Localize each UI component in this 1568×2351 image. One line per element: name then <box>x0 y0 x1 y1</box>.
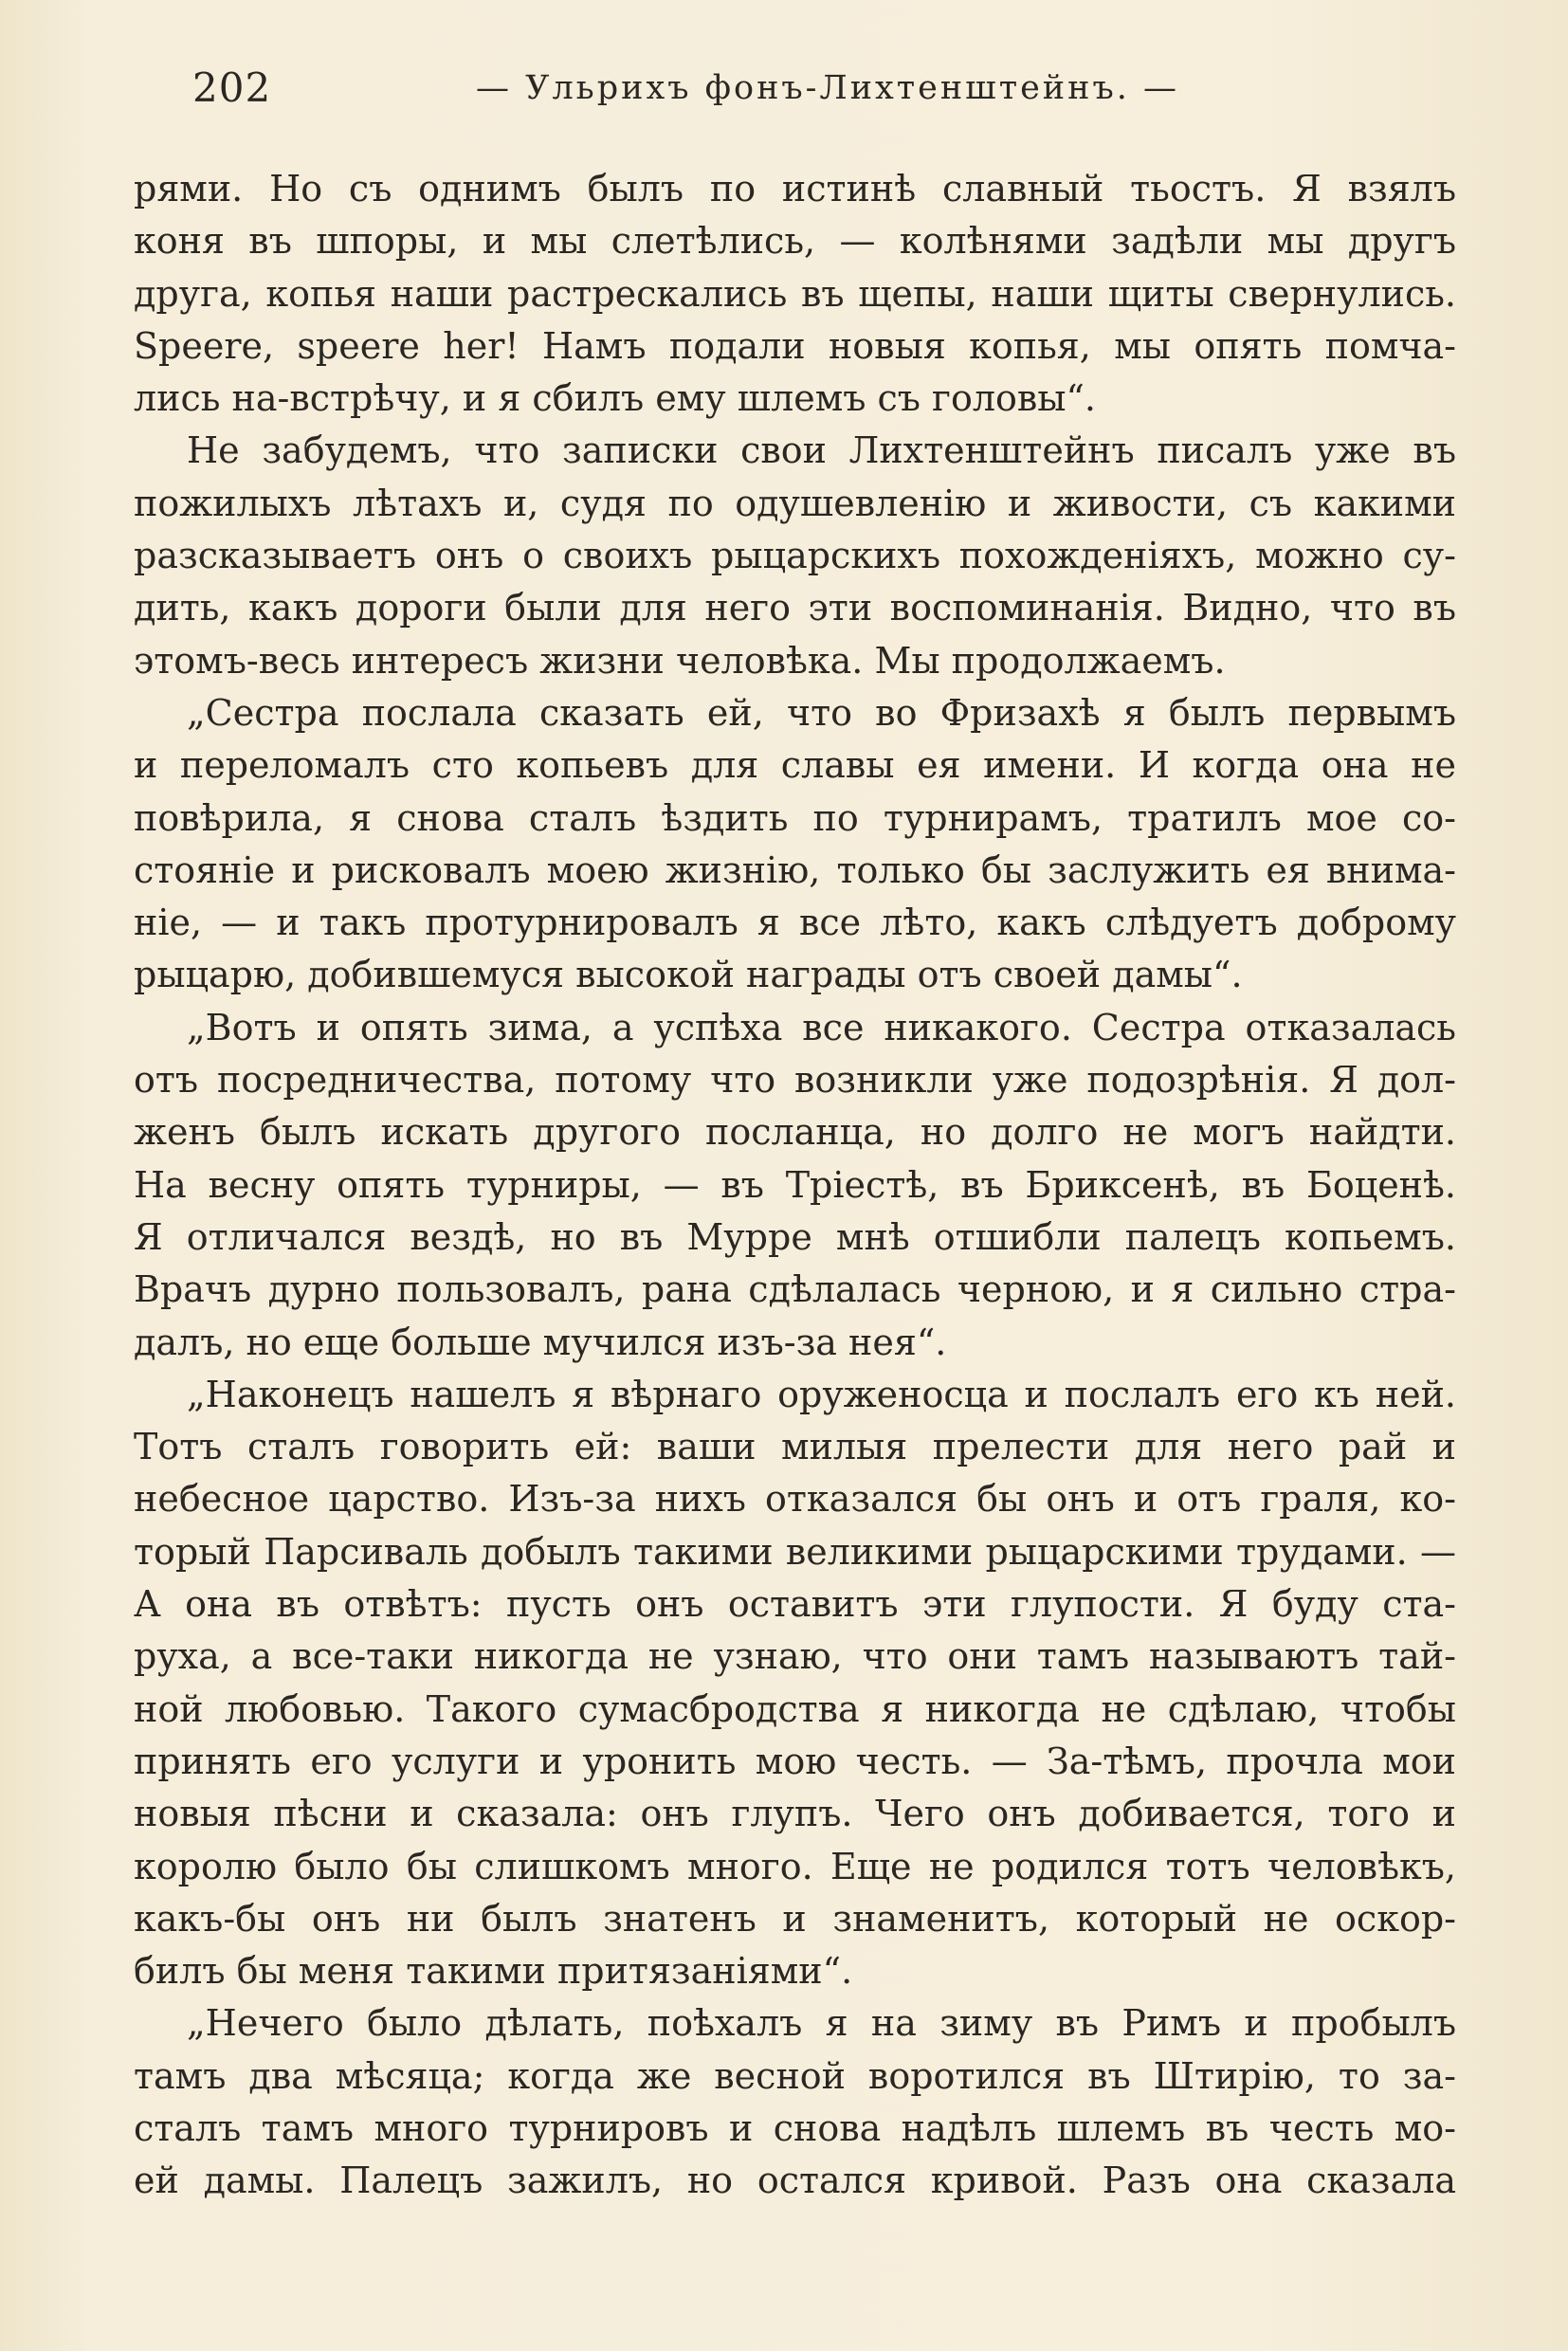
text-line: тамъ два мѣсяца; когда же весной воротился въ Штирію, то за- <box>134 2054 1456 2097</box>
text-line: повѣрила, я снова сталъ ѣздить по турнирамъ, тратилъ мое со- <box>134 796 1456 839</box>
text-line: стояніе и рисковалъ моею жизнію, только бы заслужить ея внима- <box>134 848 1456 891</box>
text-line: какъ-бы онъ ни былъ знатенъ и знаменитъ, который не оскор- <box>134 1897 1456 1940</box>
running-head: — Ульрихъ фонъ-Лихтенштейнъ. — <box>476 69 1179 107</box>
text-line: женъ былъ искать другого посланца, но долго не могъ найдти. <box>134 1111 1456 1154</box>
text-line: „Нечего было дѣлать, поѣхалъ я на зиму въ Римъ и пробылъ <box>187 2002 1456 2045</box>
text-line: А она въ отвѣтъ: пусть онъ оставитъ эти глупости. Я буду ста- <box>134 1583 1456 1626</box>
text-line: пожилыхъ лѣтахъ и, судя по одушевленію и живости, съ какими <box>134 482 1456 524</box>
text-line: Speere, speere her! Намъ подали новыя копья, мы опять помча- <box>134 324 1456 367</box>
text-line: дить, какъ дороги были для него эти воспоминанія. Видно, что въ <box>134 587 1456 629</box>
page-header <box>192 55 1463 121</box>
text-line: ей дамы. Палецъ зажилъ, но остался кривой. Разъ она сказала <box>134 2160 1456 2202</box>
text-line: „Вотъ и опять зима, а успѣха все никакого. Сестра отказалась <box>187 1006 1456 1048</box>
text-line: Тотъ сталъ говорить ей: ваши милыя прелести для него рай и <box>134 1426 1456 1468</box>
text-line: Я отличался вездѣ, но въ Мурре мнѣ отшибли палецъ копьемъ. <box>134 1215 1456 1258</box>
text-line: разсказываетъ онъ о своихъ рыцарскихъ похожденіяхъ, можно су- <box>134 535 1456 577</box>
text-line: Врачъ дурно пользовалъ, рана сдѣлалась черною, и я сильно стра- <box>134 1268 1456 1311</box>
text-line: билъ бы меня такими притязаніями“. <box>134 1950 853 1993</box>
text-line: небесное царство. Изъ-за нихъ отказался бы онъ и отъ граля, ко- <box>134 1478 1456 1521</box>
text-line: „Наконецъ нашелъ я вѣрнаго оруженосца и послалъ его къ ней. <box>187 1373 1456 1415</box>
text-line: „Сестра послала сказать ей, что во Фризахѣ я былъ первымъ <box>187 691 1456 734</box>
page-number: 202 <box>192 64 272 111</box>
text-line: отъ посредничества, потому что возникли уже подозрѣнія. Я дол- <box>134 1059 1456 1102</box>
text-line: рями. Но съ однимъ былъ по истинѣ славный тьостъ. Я взялъ <box>134 168 1456 210</box>
text-line: лись на-встрѣчу, и я сбилъ ему шлемъ съ головы“. <box>134 377 1096 420</box>
text-line: На весну опять турниры, — въ Тріестѣ, въ Бриксенѣ, въ Боценѣ. <box>134 1163 1456 1206</box>
text-line: этомъ-весь интересъ жизни человѣка. Мы продолжаемъ. <box>134 639 1226 682</box>
text-line: далъ, но еще больше мучился изъ-за нея“. <box>134 1321 947 1363</box>
text-line: рыцарю, добившемуся высокой награды отъ своей дамы“. <box>134 954 1243 996</box>
text-line: ной любовью. Такого сумасбродства я никогда не сдѣлаю, чтобы <box>134 1687 1456 1730</box>
text-line: Не забудемъ, что записки свои Лихтенштейнъ писалъ уже въ <box>187 429 1456 472</box>
text-line: и переломалъ сто копьевъ для славы ея имени. И когда она не <box>134 744 1456 787</box>
text-line: руха, а все-таки никогда не узнаю, что они тамъ называютъ тай- <box>134 1635 1456 1678</box>
text-line: ніе, — и такъ протурнировалъ я все лѣто, какъ слѣдуетъ доброму <box>134 902 1456 944</box>
body-text <box>134 163 1456 2208</box>
text-line: сталъ тамъ много турнировъ и снова надѣлъ шлемъ въ честь мо- <box>134 2106 1456 2149</box>
text-line: новыя пѣсни и сказала: онъ глупъ. Чего онъ добивается, того и <box>134 1793 1456 1835</box>
text-line: принять его услуги и уронить мою честь. — За-тѣмъ, прочла мои <box>134 1740 1456 1782</box>
text-line: торый Парсиваль добылъ такими великими рыцарскими трудами. — <box>134 1530 1456 1573</box>
text-line: коня въ шпоры, и мы слетѣлись, — колѣнями задѣли мы другъ <box>134 220 1456 263</box>
text-line: королю было бы слишкомъ много. Еще не родился тотъ человѣкъ, <box>134 1845 1456 1887</box>
text-line: друга, копья наши растрескались въ щепы, наши щиты свернулись. <box>134 272 1456 315</box>
